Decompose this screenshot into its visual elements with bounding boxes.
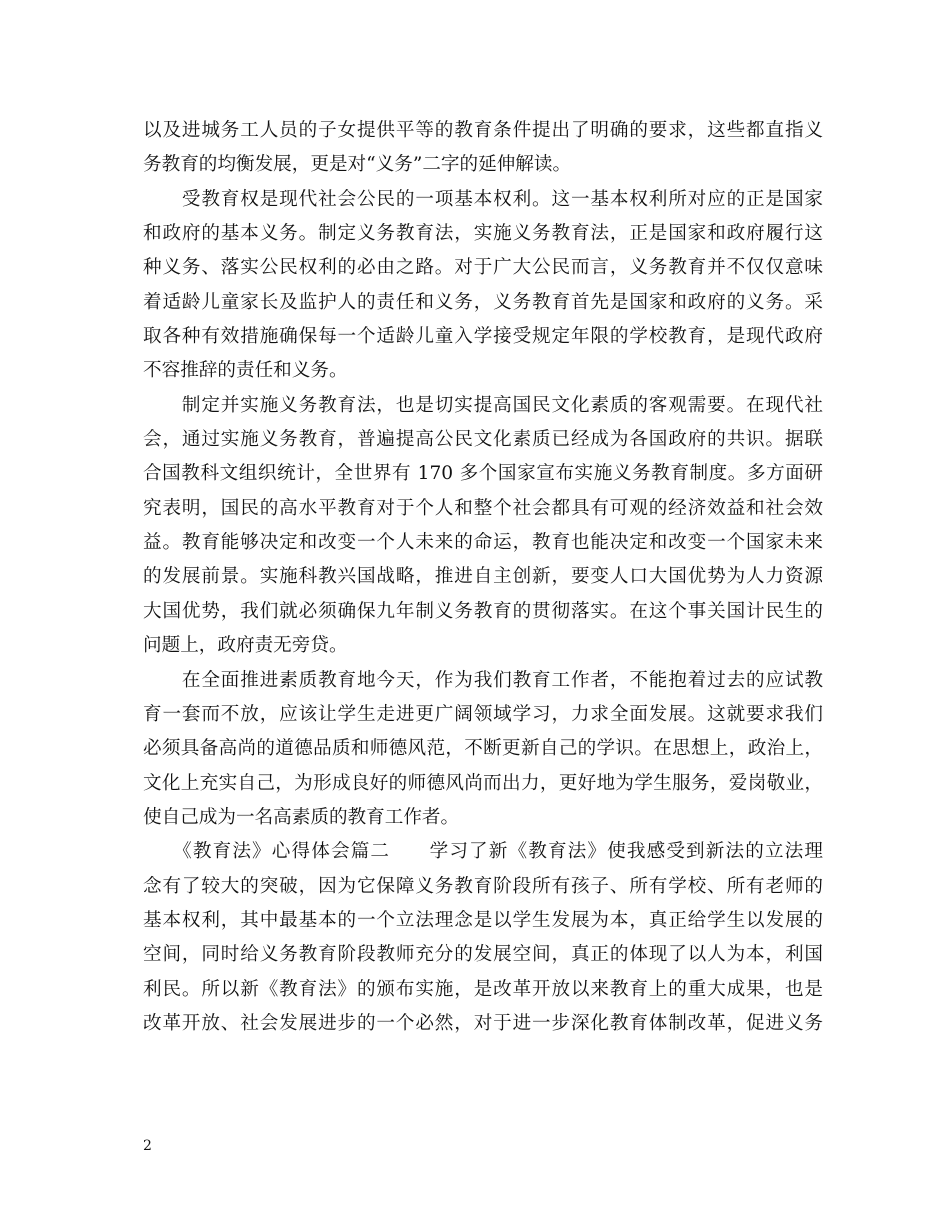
text-line: 使自己成为一名高素质的教育工作者。 (143, 806, 460, 828)
text-line: 制定并实施义务教育法，也是切实提高国民文化素质的客观需要。在现代社 (143, 394, 823, 416)
text-line: 合国教科文组织统计，全世界有 170 多个国家宣布实施义务教育制度。多方面研 (143, 463, 823, 485)
text-line: 的发展前景。实施科教兴国战略，推进自主创新，要变人口大国优势为人力资源 (143, 566, 823, 588)
text-line: 取各种有效措施确保每一个适龄儿童入学接受规定年限的学校教育，是现代政府 (143, 326, 823, 348)
text-line: 利民。所以新《教育法》的颁布实施，是改革开放以来教育上的重大成果，也是 (143, 978, 823, 1000)
text-line: 受教育权是现代社会公民的一项基本权利。这一基本权利所对应的正是国家 (143, 188, 823, 210)
text-line: 念有了较大的突破，因为它保障义务教育阶段所有孩子、所有学校、所有老师的 (143, 875, 823, 897)
text-line: 基本权利，其中最基本的一个立法理念是以学生发展为本，真正给学生以发展的 (143, 909, 823, 931)
text-line: 究表明，国民的高水平教育对于个人和整个社会都具有可观的经济效益和社会效 (143, 497, 823, 519)
text-line: 着适龄儿童家长及监护人的责任和义务，义务教育首先是国家和政府的义务。采 (143, 291, 823, 313)
text-line: 空间，同时给义务教育阶段教师充分的发展空间，真正的体现了以人为本，利国 (143, 944, 823, 966)
text-line: 《教育法》心得体会篇二 学习了新《教育法》使我感受到新法的立法理 (143, 841, 823, 863)
text-line: 种义务、落实公民权利的必由之路。对于广大公民而言，义务教育并不仅仅意味 (143, 257, 823, 279)
text-line: 以及进城务工人员的子女提供平等的教育条件提出了明确的要求，这些都直指义 (143, 120, 823, 141)
text-line: 问题上，政府责无旁贷。 (143, 635, 348, 657)
body-text (143, 114, 823, 1041)
text-line: 文化上充实自己，为形成良好的师德风尚而出力，更好地为学生服务，爱岗敬业， (143, 772, 823, 794)
page-number: 2 (143, 1138, 152, 1154)
text-line: 大国优势，我们就必须确保九年制义务教育的贯彻落实。在这个事关国计民生的 (143, 600, 823, 622)
text-line: 必须具备高尚的道德品质和师德风范，不断更新自己的学识。在思想上，政治上， (143, 738, 823, 760)
text-line: 不容推辞的责任和义务。 (143, 360, 348, 382)
text-line: 在全面推进素质教育地今天，作为我们教育工作者，不能抱着过去的应试教 (143, 669, 823, 691)
text-line: 益。教育能够决定和改变一个人未来的命运，教育也能决定和改变一个国家未来 (143, 532, 823, 554)
text-line: 和政府的基本义务。制定义务教育法，实施义务教育法，正是国家和政府履行这 (143, 223, 823, 245)
text-line: 会，通过实施义务教育，普遍提高公民文化素质已经成为各国政府的共识。据联 (143, 429, 823, 451)
text-line: 育一套而不放，应该让学生走进更广阔领域学习，力求全面发展。这就要求我们 (143, 703, 823, 725)
text-line: 务教育的均衡发展，更是对“义务”二字的延伸解读。 (143, 154, 572, 176)
text-line: 改革开放、社会发展进步的一个必然，对于进一步深化教育体制改革，促进义务 (143, 1012, 823, 1034)
